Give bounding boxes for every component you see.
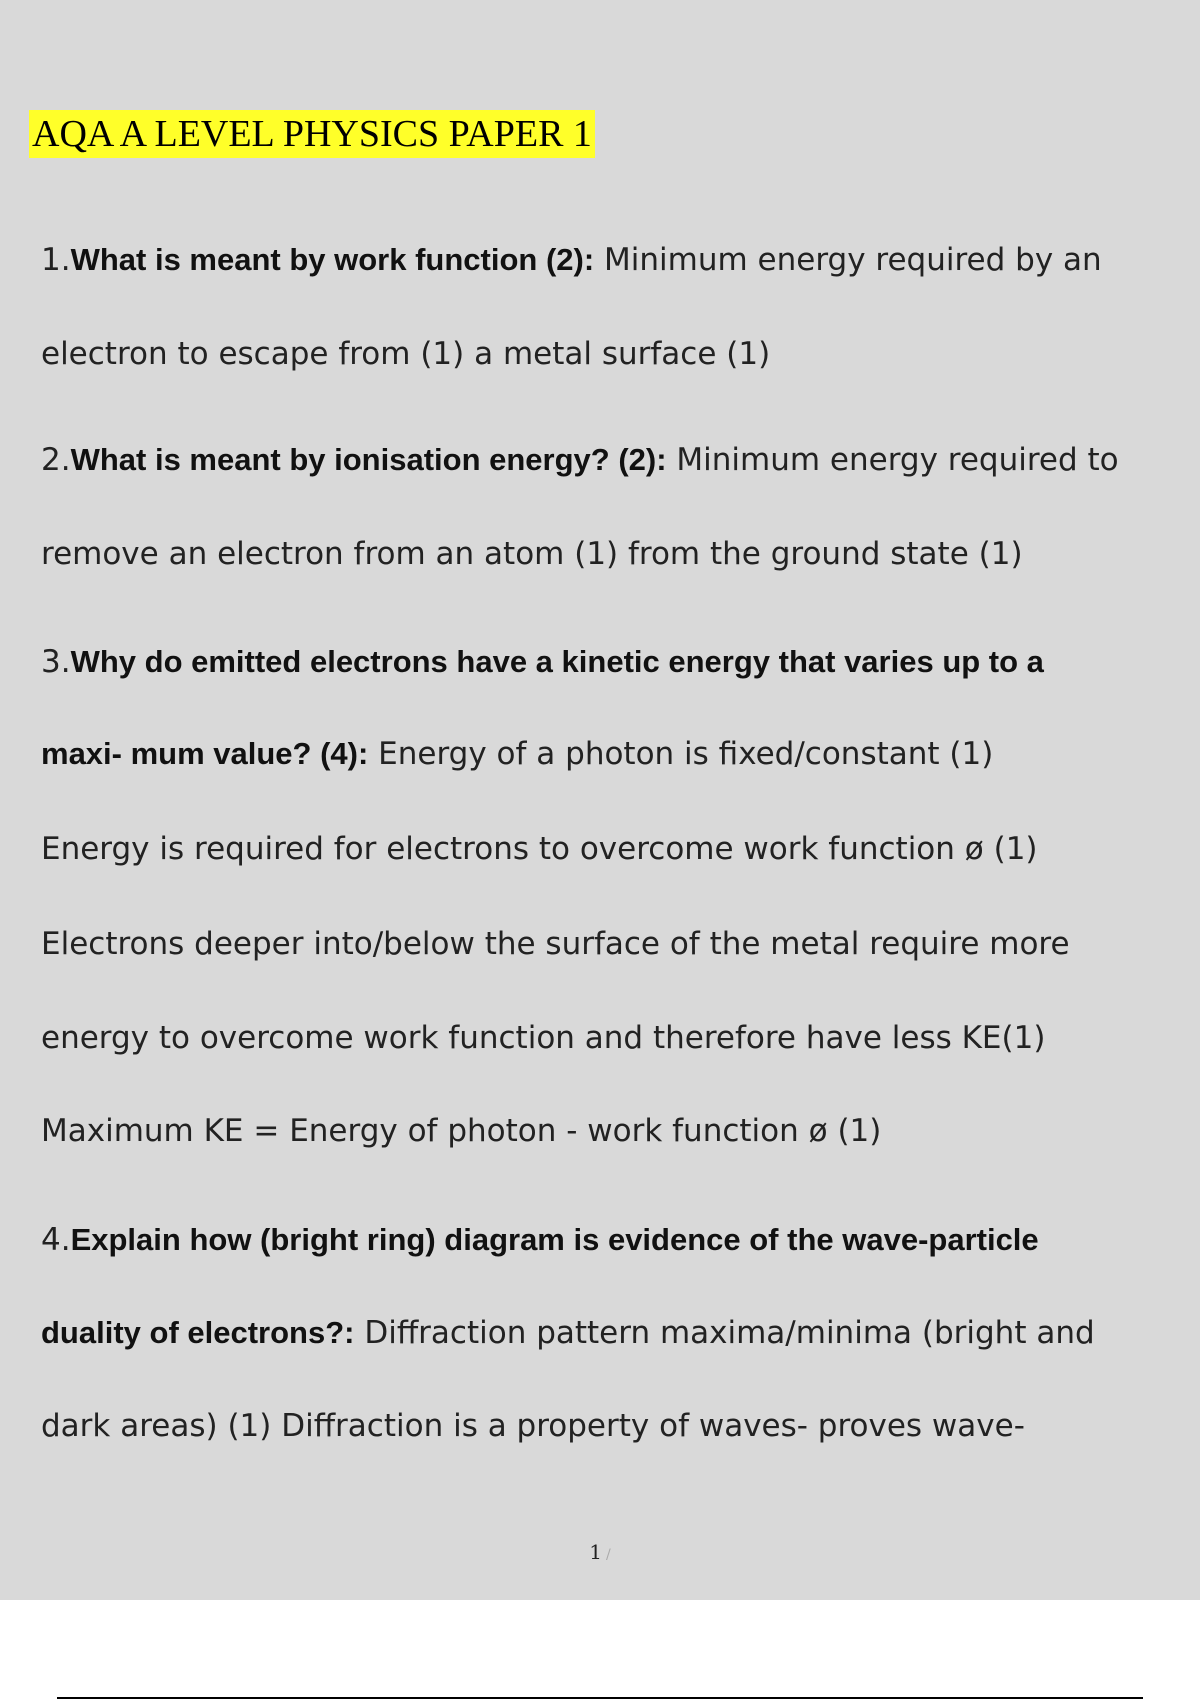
item-number: 4. <box>41 1222 71 1258</box>
answer-text: dark areas) (1) Diffraction is a property of waves- proves wave- <box>41 1408 1025 1444</box>
page-separator: / <box>606 1547 611 1563</box>
question-text: duality of electrons?: <box>41 1315 355 1350</box>
answer-text: Energy is required for electrons to overcome work function ø (1) <box>41 831 1038 867</box>
item-number: 2. <box>41 442 71 478</box>
answer-text: Maximum KE = Energy of photon - work function ø (1) <box>41 1113 882 1149</box>
answer-text: Minimum energy required by an <box>594 242 1102 278</box>
document-title: AQA A LEVEL PHYSICS PAPER 1 <box>29 110 595 158</box>
question-text: Why do emitted electrons have a kinetic energy that varies up to a <box>70 644 1044 679</box>
answer-text: electron to escape from (1) a metal surface (1) <box>41 336 771 372</box>
question-text: maxi- mum value? (4): <box>41 736 369 771</box>
item-3-line-2 <box>41 734 993 774</box>
item-2-line-1 <box>41 440 1119 480</box>
answer-text: Diffraction pattern maxima/minima (bright and <box>354 1315 1095 1351</box>
item-4-line-2 <box>41 1313 1095 1353</box>
item-1-line-1 <box>41 240 1102 280</box>
answer-text: Minimum energy required to <box>666 442 1119 478</box>
answer-text: Energy of a photon is fixed/constant (1) <box>368 736 994 772</box>
answer-text: Electrons deeper into/below the surface of the metal require more <box>41 926 1070 962</box>
item-4-line-1 <box>41 1220 1039 1260</box>
page-number <box>0 1540 1200 1564</box>
item-number: 1. <box>41 242 71 278</box>
question-text: What is meant by work function (2): <box>70 242 595 277</box>
item-3-line-1 <box>41 642 1044 682</box>
page-number-value: 1 <box>589 1540 602 1564</box>
horizontal-rule <box>57 1697 1143 1699</box>
question-text: What is meant by ionisation energy? (2): <box>70 442 667 477</box>
answer-text: energy to overcome work function and therefore have less KE(1) <box>41 1020 1046 1056</box>
item-number: 3. <box>41 644 71 680</box>
question-text: Explain how (bright ring) diagram is evidence of the wave-particle <box>70 1222 1039 1257</box>
answer-text: remove an electron from an atom (1) from the ground state (1) <box>41 536 1023 572</box>
